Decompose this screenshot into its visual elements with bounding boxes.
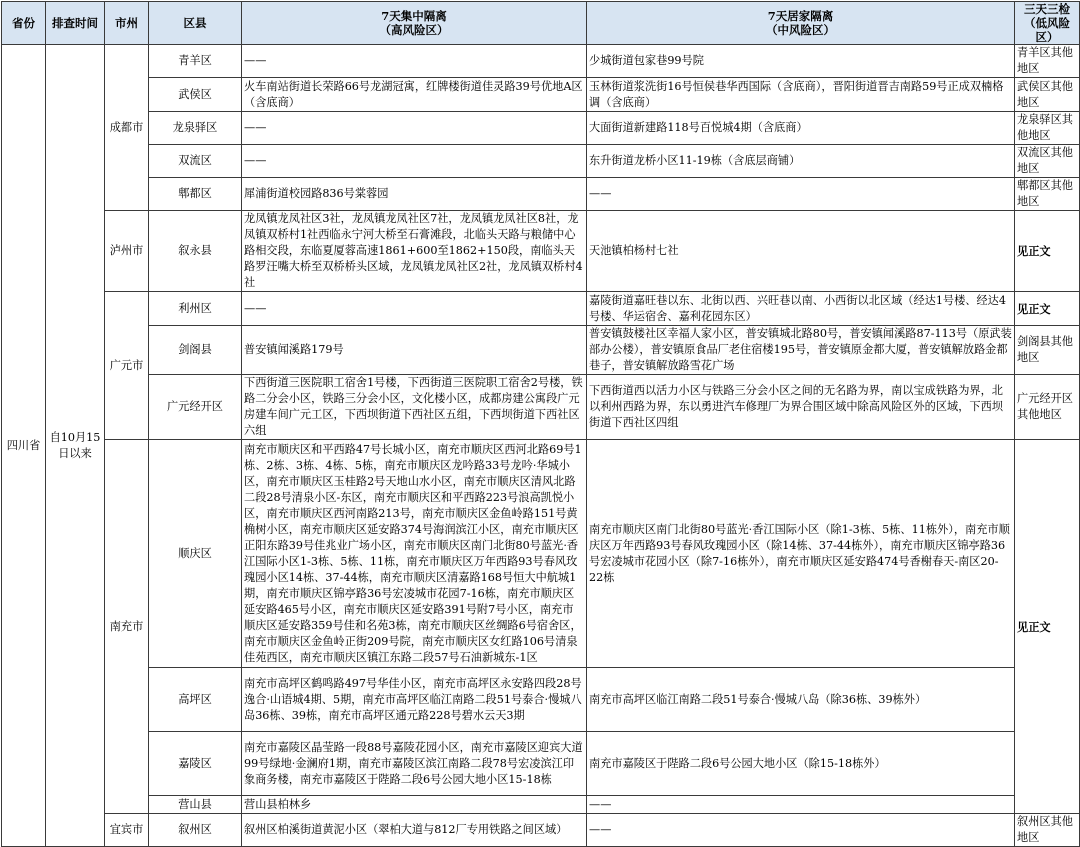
mid-risk-cell: 普安镇鼓楼社区幸福人家小区，普安镇城北路80号，普安镇闻溪路87-113号（原武装部办公楼），普安镇原食品厂老住宿楼195号，普安镇原金都大厦，普安镇解放路金都巷子，普安镇解放路雪花广场 — [587, 326, 1015, 375]
city-luzhou: 泸州市 — [105, 211, 149, 292]
high-risk-cell: 普安镇闻溪路179号 — [242, 326, 587, 375]
high-risk-cell: 南充市高坪区鹤鸣路497号华佳小区，南充市高坪区永安路四段28号逸合·山语城4期、5期，南充市高坪区临江南路二段51号泰合·慢城八岛36栋、39栋，南充市高坪区通元路228号碧水云天3期 — [242, 668, 587, 732]
mid-risk-cell: 东升街道龙桥小区11-19栋（含底层商铺） — [587, 145, 1015, 178]
high-risk-cell: —— — [242, 45, 587, 78]
low-risk-cell: 广元经开区其他地区 — [1015, 375, 1080, 440]
district-cell: 龙泉驿区 — [149, 112, 242, 145]
mid-risk-cell: 南充市高坪区临江南路二段51号泰合·慢城八岛（除36栋、39栋外） — [587, 668, 1015, 732]
header-province: 省份 — [2, 2, 46, 45]
table-row — [2, 732, 1080, 796]
table-row — [2, 292, 1080, 326]
high-risk-cell: 下西街道三医院职工宿舍1号楼，下西街道三医院职工宿舍2号楼，铁路二分会小区，铁路三分会小区，文化楼小区，成都房建公寓段广元房建车间广元工区，下西坝街道下西社区五组，下西坝街道下西社区六组 — [242, 375, 587, 440]
table-row — [2, 440, 1080, 668]
mid-risk-cell: 大面街道新建路118号百悦城4期（含底商） — [587, 112, 1015, 145]
district-cell: 高坪区 — [149, 668, 242, 732]
district-cell: 叙永县 — [149, 211, 242, 292]
district-cell: 利州区 — [149, 292, 242, 326]
high-risk-cell: 火车南站街道长荣路66号龙湖冠寓，红牌楼街道佳灵路39号优地A区（含底商） — [242, 78, 587, 112]
high-risk-cell: —— — [242, 112, 587, 145]
table-row — [2, 211, 1080, 292]
table-row — [2, 45, 1080, 78]
district-cell: 武侯区 — [149, 78, 242, 112]
low-risk-cell: 见正文 — [1015, 292, 1080, 326]
low-risk-cell: 双流区其他地区 — [1015, 145, 1080, 178]
header-time: 排查时间 — [46, 2, 105, 45]
district-cell: 营山县 — [149, 796, 242, 814]
table-row — [2, 326, 1080, 375]
table-row — [2, 814, 1080, 847]
mid-risk-cell: —— — [587, 796, 1015, 814]
table-row — [2, 78, 1080, 112]
table-row — [2, 375, 1080, 440]
low-risk-cell: 青羊区其他地区 — [1015, 45, 1080, 78]
table-row — [2, 796, 1080, 814]
low-risk-cell: 剑阁县其他地区 — [1015, 326, 1080, 375]
low-risk-cell: 龙泉驿区其他地区 — [1015, 112, 1080, 145]
low-risk-cell: 武侯区其他地区 — [1015, 78, 1080, 112]
risk-area-table — [1, 1, 1080, 847]
high-risk-cell: 龙凤镇龙凤社区3社，龙凤镇龙凤社区7社，龙凤镇龙凤社区8社，龙凤镇双桥村1社西临永宁河大桥至石膏滩段，北临头天路与粮储中心路相交段，东临夏厦蓉高速1861+600至1862+150段，南临头天路罗汪嘴大桥至双桥桥头区域，龙凤镇龙凤社区2社，龙凤镇双桥村4社 — [242, 211, 587, 292]
high-risk-cell: —— — [242, 145, 587, 178]
province-cell: 四川省 — [2, 45, 46, 847]
header-mid-risk: 7天居家隔离 （中风险区） — [587, 2, 1015, 45]
table-row — [2, 668, 1080, 732]
mid-risk-cell: 嘉陵街道嘉旺巷以东、北街以西、兴旺巷以南、小西街以北区域（经达1号楼、经达4号楼、华运宿舍、嘉利花园东区） — [587, 292, 1015, 326]
high-risk-cell: —— — [242, 292, 587, 326]
district-cell: 双流区 — [149, 145, 242, 178]
city-yibin: 宜宾市 — [105, 814, 149, 847]
high-risk-cell: 营山县柏林乡 — [242, 796, 587, 814]
city-nanchong: 南充市 — [105, 440, 149, 814]
mid-risk-cell: 玉林街道浆洗街16号恒侯巷华西国际（含底商），晋阳街道晋吉南路59号正成双楠格调（含底商） — [587, 78, 1015, 112]
header-district: 区县 — [149, 2, 242, 45]
high-risk-cell: 犀浦街道校园路836号棠蓉园 — [242, 178, 587, 211]
mid-risk-cell: —— — [587, 814, 1015, 847]
district-cell: 嘉陵区 — [149, 732, 242, 796]
table-row — [2, 112, 1080, 145]
district-cell: 顺庆区 — [149, 440, 242, 668]
mid-risk-cell: 南充市顺庆区南门北街80号蓝光·香江国际小区（除1-3栋、5栋、11栋外），南充市顺庆区万年西路93号春风玫瑰园小区（除14栋、37-44栋外），南充市顺庆区锦亭路36号宏凌城市花园小区（除7-16栋外），南充市顺庆区延安路474号香榭春天-南区20-22栋 — [587, 440, 1015, 668]
header-city: 市州 — [105, 2, 149, 45]
mid-risk-cell: 天池镇柏杨村七社 — [587, 211, 1015, 292]
city-guangyuan: 广元市 — [105, 292, 149, 440]
table-row — [2, 178, 1080, 211]
city-chengdu: 成都市 — [105, 45, 149, 211]
header-low-risk: 三天三检 （低风险区） — [1015, 2, 1080, 45]
time-cell: 自10月15日以来 — [46, 45, 105, 847]
high-risk-cell: 叙州区柏溪街道黄泥小区（翠柏大道与812厂专用铁路之间区域） — [242, 814, 587, 847]
low-risk-cell: 见正文 — [1015, 440, 1080, 814]
district-cell: 青羊区 — [149, 45, 242, 78]
district-cell: 剑阁县 — [149, 326, 242, 375]
district-cell: 广元经开区 — [149, 375, 242, 440]
district-cell: 郫都区 — [149, 178, 242, 211]
mid-risk-cell: 下西街道西以活力小区与铁路三分会小区之间的无名路为界，南以宝成铁路为界，北以利州西路为界，东以勇进汽车修理厂为界合围区域中除高风险区外的区域，下西坝街道下西社区四组 — [587, 375, 1015, 440]
mid-risk-cell: 少城街道包家巷99号院 — [587, 45, 1015, 78]
mid-risk-cell: 南充市嘉陵区于陛路二段6号公园大地小区（除15-18栋外） — [587, 732, 1015, 796]
high-risk-cell: 南充市顺庆区和平西路47号长城小区，南充市顺庆区西河北路69号1栋、2栋、3栋、4栋、5栋，南充市顺庆区龙吟路33号龙吟·华城小区，南充市顺庆区玉桂路2号天地山水小区，南充市顺庆区清风北路二段28号清泉小区-东区，南充市顺庆区和平西路223号浪高凯悦小区，南充市顺庆区西河南路213号，南充市顺庆区金鱼岭路151号黄桷树小区，南充市顺庆区延安路374号海润滨江小区，南充市顺庆区正阳东路39号佳兆业广场小区，南充市顺庆区南门北街80号蓝光·香江国际小区1-3栋、5栋、11栋，南充市顺庆区万年西路93号春风玫瑰园小区14栋、37-44栋，南充市顺庆区清嘉路168号恒大中航城1期，南充市顺庆区锦亭路36号宏凌城市花园7-16栋，南充市顺庆区延安路465号小区，南充市顺庆区延安路391号附7号小区，南充市顺庆区延安路359号佳和名苑3栋，南充市顺庆区丝绸路6号宿舍区，南充市顺庆区金鱼岭正街209号院，南充市顺庆区女红路106号清泉佳苑西区，南充市顺庆区镇江东路二段57号石油新城东-1区 — [242, 440, 587, 668]
mid-risk-cell: —— — [587, 178, 1015, 211]
high-risk-cell: 南充市嘉陵区晶莹路一段88号嘉陵花园小区，南充市嘉陵区迎宾大道99号绿地·金澜府1期，南充市嘉陵区滨江南路二段78号宏凌滨江印象商务楼，南充市嘉陵区于陛路二段6号公园大地小区15-18栋 — [242, 732, 587, 796]
district-cell: 叙州区 — [149, 814, 242, 847]
low-risk-cell: 见正文 — [1015, 211, 1080, 292]
table-row — [2, 145, 1080, 178]
header-high-risk: 7天集中隔离 （高风险区） — [242, 2, 587, 45]
low-risk-cell: 郫都区其他地区 — [1015, 178, 1080, 211]
low-risk-cell: 叙州区其他地区 — [1015, 814, 1080, 847]
